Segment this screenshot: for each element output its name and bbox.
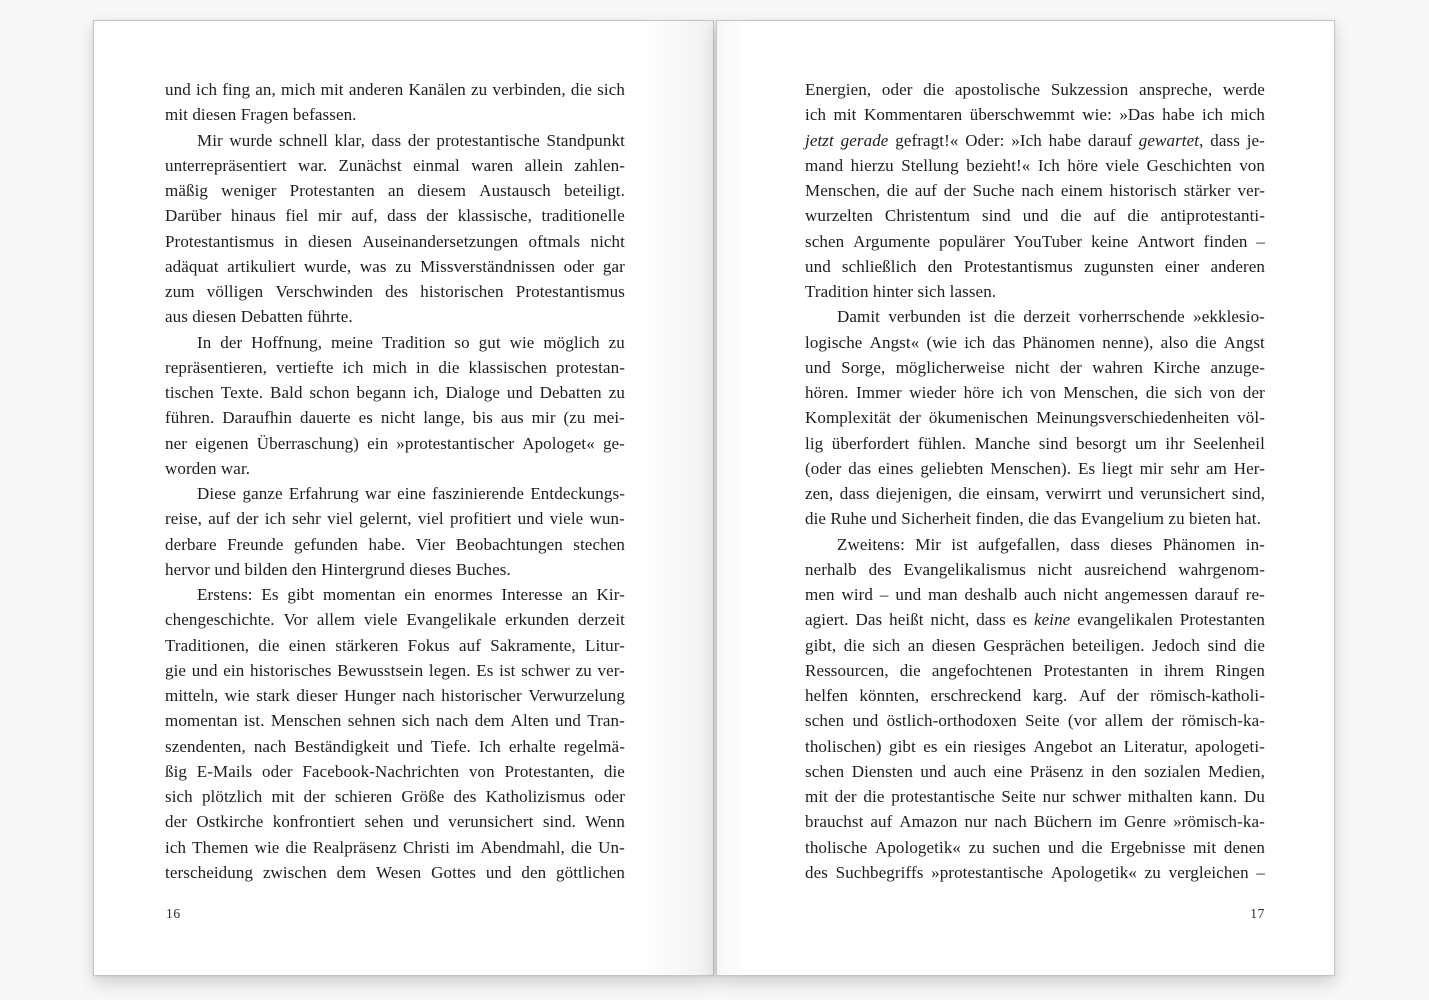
text-line: Menschen, die auf der Suche nach einem historisch stärker ver- (805, 181, 1265, 200)
text-line: Tradition hinter sich lassen. (805, 282, 997, 301)
text-line: In der Hoffnung, meine Tradition so gut wie möglich zu (197, 332, 625, 352)
text-line: tischen Texte. Bald schon begann ich, Dialoge und Debatten zu (165, 383, 625, 402)
text-line: mitteln, wie stark dieser Hunger nach historischer Verwurzelung (165, 686, 625, 705)
text-line: ner eigenen Überraschung) ein »protestantischer Apologet« ge- (165, 433, 625, 453)
text-line: worden war. (165, 458, 251, 478)
text-line: wurzelten Christentum sind und die auf die antiprotestanti- (805, 206, 1265, 226)
text-line: reise, auf der ich sehr viel gelernt, viel profitiert und viele wun- (165, 509, 625, 529)
text-line: ßig E-Mails oder Facebook-Nachrichten von Protestanten, die (165, 761, 625, 781)
text-line: die Ruhe und Sicherheit finden, die das Evangelium zu bieten hat. (805, 509, 1261, 529)
text-line: nerhalb des Evangelikalismus nicht ausreichend wahrgenom- (805, 559, 1265, 579)
text-line: schen Diensten und auch eine Präsenz in den sozialen Medien, (805, 761, 1265, 781)
text-line: der Ostkirche konfrontiert sehen und verunsichert sind. Wenn (165, 812, 625, 832)
text-line: hören. Immer wieder höre ich von Menschen, die sich von der (805, 383, 1265, 402)
text-line: repräsentieren, vertiefte ich mich in die klassischen protestan- (165, 357, 625, 377)
text-line: Diese ganze Erfahrung war eine faszinierende Entdeckungs- (197, 484, 625, 503)
text-line: mit diesen Fragen befassen. (165, 105, 357, 125)
left-page (93, 20, 714, 976)
text-line: Mir wurde schnell klar, dass der protestantische Standpunkt (197, 130, 625, 150)
right-page-text (805, 77, 1265, 885)
gutter-shadow (717, 21, 747, 975)
text-line: Komplexität der ökumenischen Meinungsverschiedenheiten völ- (805, 408, 1265, 428)
text-line: Zweitens: Mir ist aufgefallen, dass dieses Phänomen in- (837, 534, 1265, 554)
text-line: gie und ein historisches Bewusstsein legen. Es ist schwer zu ver- (165, 660, 625, 680)
right-page (716, 20, 1335, 976)
text-line: momentan ist. Menschen sehnen sich nach dem Alten und Tran- (165, 711, 625, 731)
text-line: ich Themen wie die Realpräsenz Christi im Abendmahl, die Un- (165, 837, 625, 857)
text-line: brauchst auf Amazon nur nach Büchern im Genre »römisch-ka- (805, 812, 1265, 832)
text-line: zen, dass diejenigen, die einsam, verwirrt und verunsichert sind, (805, 484, 1265, 503)
text-line: des Suchbegriffs »protestantische Apologetik« zu vergleichen – (805, 862, 1265, 882)
text-line: Erstens: Es gibt momentan ein enormes Interesse an Kir- (197, 585, 625, 604)
text-line: tholischen) gibt es ein riesiges Angebot an Literatur, apologeti- (805, 736, 1265, 756)
text-line: aus diesen Debatten führte. (165, 307, 353, 327)
text-line: unterrepräsentiert war. Zunächst einmal waren allein zahlen- (165, 155, 625, 175)
text-line: logische Angst« (wie ich das Phänomen nenne), also die Angst (805, 332, 1265, 352)
text-line: adäquat artikuliert wurde, was zu Missverständnissen oder gar (165, 256, 625, 276)
text-line: derbare Freunde gefunden habe. Vier Beobachtungen stechen (165, 534, 625, 554)
text-line: mit der die protestantische Seite nur schwer mithalten kann. Du (805, 787, 1265, 806)
page-number: 16 (166, 906, 181, 921)
text-line: chengeschichte. Vor allem viele Evangelikale erkunden derzeit (165, 610, 625, 630)
text-line: jetzt gerade gefragt!« Oder: »Ich habe darauf gewartet, dass je- (805, 130, 1265, 150)
text-line: helfen könnten, erschreckend karg. Auf der römisch-katholi- (805, 686, 1265, 705)
text-line: sich plötzlich mit der schieren Größe des Katholizismus oder (165, 787, 625, 806)
text-line: führen. Daraufhin dauerte es nicht lange, bis aus mir (zu mei- (165, 408, 625, 428)
text-line: Darüber hinaus fiel mir auf, dass der klassische, traditionelle (165, 206, 625, 226)
left-page-text (165, 77, 625, 885)
text-line: tholische Apologetik« zu suchen und die Ergebnisse mit denen (805, 837, 1265, 857)
gutter-shadow (643, 21, 713, 975)
text-line: mand hierzu Stellung bezieht!« Ich höre viele Geschichten von (805, 155, 1265, 175)
text-line: hervor und bilden den Hintergrund dieses Buches. (165, 559, 511, 579)
text-line: mäßig weniger Protestanten an diesem Austausch beteiligt. (165, 181, 625, 200)
text-line: Ressourcen, die angefochtenen Protestanten in ihrem Ringen (805, 660, 1265, 680)
text-line: und ich fing an, mich mit anderen Kanälen zu verbinden, die sich (165, 80, 625, 99)
text-line: schen und östlich-orthodoxen Seite (vor allem der römisch-ka- (805, 711, 1265, 731)
page-number: 17 (1250, 906, 1265, 921)
text-line: men wird – und man deshalb auch nicht angemessen darauf re- (805, 585, 1265, 604)
text-line: und Sorge, möglicherweise nicht der wahren Kirche anzuge- (805, 357, 1265, 377)
text-line: szendenten, nach Beständigkeit und Tiefe. Ich erhalte regelmä- (165, 736, 625, 756)
text-line: lig überfordert fühlen. Manche sind besorgt um ihr Seelenheil (805, 433, 1265, 453)
text-line: Damit verbunden ist die derzeit vorherrschende »ekklesio- (837, 307, 1265, 327)
text-line: agiert. Das heißt nicht, dass es keine evangelikalen Protestanten (805, 610, 1265, 630)
text-line: Protestantismus in diesen Auseinandersetzungen oftmals nicht (165, 231, 625, 251)
text-line: zum völligen Verschwinden des historischen Protestantismus (165, 282, 625, 301)
text-line: gibt, die sich an diesen Gesprächen beteiligen. Jedoch sind die (805, 635, 1265, 655)
text-line: (oder das eines geliebten Menschen). Es liegt mir sehr am Her- (805, 458, 1265, 478)
text-line: und schließlich den Protestantismus zugunsten einer anderen (805, 256, 1265, 276)
text-line: terscheidung zwischen dem Wesen Gottes und den göttlichen (165, 862, 625, 882)
text-line: schen Argumente populärer YouTuber keine Antwort finden – (805, 231, 1265, 251)
text-line: ich mit Kommentaren überschwemmt wie: »Das habe ich mich (805, 105, 1265, 125)
text-line: Traditionen, die einen stärkeren Fokus auf Sakramente, Litur- (165, 635, 625, 655)
text-line: Energien, oder die apostolische Sukzession anspreche, werde (805, 80, 1265, 99)
